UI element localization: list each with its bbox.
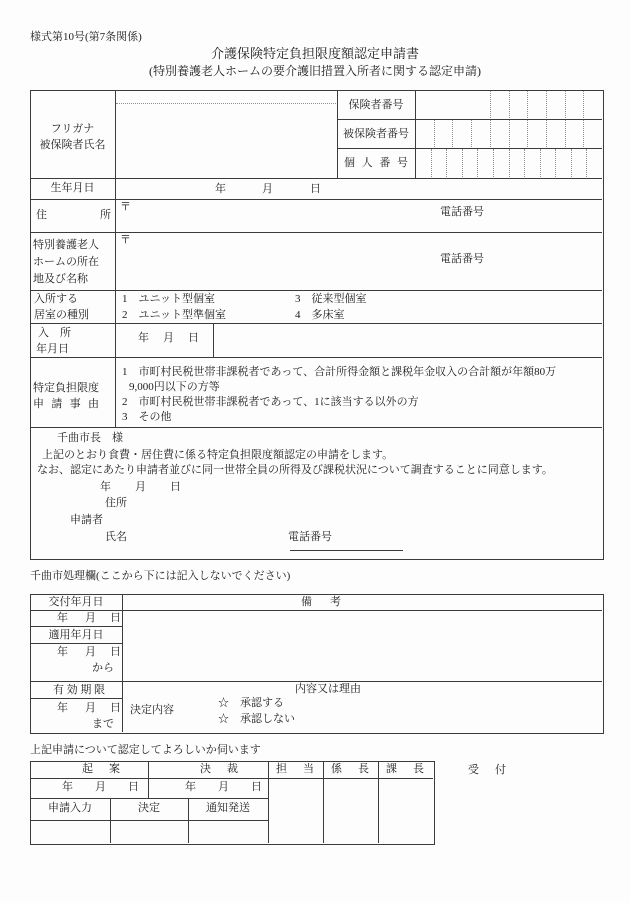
table-rule [509,149,510,177]
room-type-label-line2: 居室の種別 [34,309,89,321]
from-label: から [92,662,114,674]
room-option-1[interactable]: 1 ユニット型個室 [122,293,216,305]
table-rule [546,120,547,147]
address-field[interactable] [116,200,601,231]
phone-label: 電話番号 [440,206,484,218]
remarks-field[interactable] [123,611,601,680]
notify-label: 通知発送 [206,802,250,814]
table-rule [30,427,602,428]
manager-label: 課長 [386,763,424,775]
year-label: 年 [57,646,68,658]
approve-option[interactable]: ☆ 承認する [218,697,284,709]
approval-heading: 上記申請について認定してよろしいか伺います [30,744,261,756]
reason-option-3[interactable]: 3 その他 [122,411,172,423]
day-label: 日 [110,702,121,714]
day-label: 日 [110,612,121,624]
table-rule [546,91,547,118]
personal-number-label: 個人番号 [344,157,408,169]
month-label: 月 [95,781,106,793]
chief-label: 係長 [331,763,369,775]
table-rule [565,91,566,118]
phone-write-line [290,550,403,551]
postal-mark: 〒 [120,234,131,246]
table-rule [583,120,584,147]
admission-label-line1: 入 所 [38,327,71,339]
page-title: 介護保険特定負担限度額認定申請書 [210,46,419,61]
insured-name-label: 被保険者氏名 [39,139,106,151]
month-label: 月 [85,646,96,658]
facility-field[interactable] [116,233,601,289]
phone-label: 電話番号 [440,253,484,265]
content-reason-label: 内容又は理由 [295,683,361,695]
insurer-number-label: 保険者番号 [348,99,404,111]
declaration-line1: 上記のとおり食費・居住費に係る特定負担限度額認定の申請をします。 [42,449,394,461]
day-label: 日 [251,781,262,793]
table-rule [583,91,584,118]
month-label: 月 [135,481,146,493]
table-rule [540,149,541,177]
manager-seal-cell[interactable] [379,779,432,842]
reason-label-line2: 申請事由 [33,398,99,410]
table-rule [527,91,528,118]
table-rule [462,149,463,177]
facility-label-line3: 地及び名称 [33,273,88,285]
room-option-4[interactable]: 4 多床室 [295,309,345,321]
table-rule [493,149,494,177]
table-rule [490,91,491,118]
issue-date-label: 交付年月日 [48,596,104,608]
year-label: 年 [100,481,111,493]
draft-label: 起案 [82,763,120,775]
table-rule [30,626,122,627]
mayor-label: 千曲市長 様 [57,432,123,444]
year-label: 年 [57,612,68,624]
table-rule [148,761,149,798]
postal-mark: 〒 [120,201,131,213]
table-rule [434,120,435,147]
staff-label: 担当 [276,763,314,775]
table-rule [471,120,472,147]
room-type-label-line1: 入所する [34,293,78,305]
apply-date-label: 適用年月日 [48,629,104,641]
table-rule [431,149,432,177]
facility-label-line1: 特別養護老人 [33,239,99,251]
year-label: 年 [57,702,68,714]
month-label: 月 [85,702,96,714]
applicant-name-label: 氏名 [105,531,127,543]
decide-label: 決定 [138,802,160,814]
insured-name-field[interactable] [116,91,336,177]
table-rule [555,149,556,177]
reason-option-1-line2: 9,000円以下の方等 [129,381,220,393]
reception-label: 受付 [468,764,506,776]
form-number: 様式第10号(第7条関係) [30,31,142,43]
phone-label: 電話番号 [288,531,332,543]
table-rule [452,120,453,147]
month-label: 月 [218,781,229,793]
declaration-line2: なお、認定にあたり申請者並びに同一世帯全員の所得及び課税状況について調査することに同意します。 [37,464,553,476]
day-label: 日 [110,646,121,658]
room-option-2[interactable]: 2 ユニット型準個室 [122,309,227,321]
table-rule [571,149,572,177]
table-rule [477,149,478,177]
furigana-label: フリガナ [50,123,95,135]
applicant-address-label: 住所 [105,497,127,509]
table-rule [524,149,525,177]
year-label: 年 [215,183,226,195]
table-rule [213,323,214,357]
reason-label-line1: 特定負担限度 [33,382,99,394]
table-rule [509,91,510,118]
day-label: 日 [128,781,139,793]
table-rule [527,120,528,147]
table-rule [30,820,268,821]
admission-label-line2: 年月日 [36,343,69,355]
table-rule [30,643,122,644]
remarks-label: 備考 [301,596,341,608]
day-label: 日 [310,183,321,195]
reject-option[interactable]: ☆ 承認しない [218,713,295,725]
insured-number-label: 被保険者番号 [343,128,409,140]
table-rule [30,681,602,682]
page-subtitle: (特別養護老人ホームの要介護旧措置入所者に関する認定申請) [149,64,481,78]
year-label: 年 [138,332,149,344]
table-rule [509,120,510,147]
table-rule [490,120,491,147]
decision-label: 決定内容 [130,704,174,716]
processing-heading: 千曲市処理欄(ここから下には記入しないでください) [30,570,291,582]
reason-option-2[interactable]: 2 市町村民税世帯非課税者であって、1に該当する以外の方 [122,396,419,408]
month-label: 月 [262,183,273,195]
table-rule [586,149,587,177]
day-label: 日 [188,332,199,344]
month-label: 月 [163,332,174,344]
day-label: 日 [170,481,181,493]
table-rule [30,798,268,799]
month-label: 月 [85,612,96,624]
table-rule [446,149,447,177]
ratify-label: 決裁 [200,763,238,775]
address-label: 住所 [36,209,111,221]
table-rule [565,120,566,147]
birth-date-field[interactable] [116,179,601,198]
room-option-3[interactable]: 3 従来型個室 [295,293,367,305]
chief-seal-cell[interactable] [324,779,377,842]
year-label: 年 [62,781,73,793]
table-rule [30,698,122,699]
input-label: 申請入力 [48,802,92,814]
applicant-label: 申請者 [70,514,103,526]
year-label: 年 [185,781,196,793]
birth-date-label: 生年月日 [50,182,95,194]
until-label: まで [92,718,114,730]
facility-label-line2: ホームの所在 [33,256,99,268]
staff-seal-cell[interactable] [269,779,322,842]
valid-until-label: 有効期限 [53,684,105,696]
reason-option-1-line1[interactable]: 1 市町村民税世帯非課税者であって、合計所得金額と課税年金収入の合計額が年額80万 [122,366,557,378]
